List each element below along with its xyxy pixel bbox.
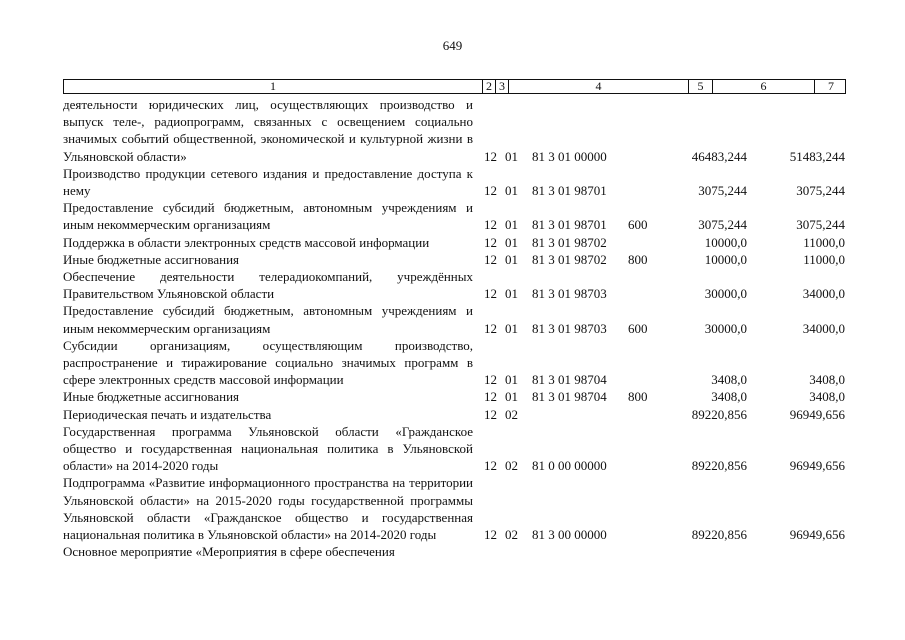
table-row: [63, 268, 846, 302]
amount-year-2: 3408,0: [809, 389, 845, 405]
razdel-code: 12: [484, 527, 497, 543]
razdel-code: 12: [484, 286, 497, 302]
table-row: [63, 388, 846, 405]
razdel-code: 12: [484, 217, 497, 233]
table-row: [63, 251, 846, 268]
podrazdel-code: 01: [505, 217, 518, 233]
table-row: [63, 165, 846, 199]
amount-year-2: 11000,0: [803, 251, 845, 267]
amount-year-2: 34000,0: [802, 286, 845, 302]
podrazdel-code: 01: [505, 372, 518, 388]
amount-year-2: 3075,244: [796, 217, 845, 233]
amount-year-1: 46483,244: [691, 148, 747, 164]
razdel-code: 12: [484, 148, 497, 164]
amount-year-1: 3408,0: [711, 389, 747, 405]
target-article-code: 81 3 01 98704: [532, 372, 607, 388]
amount-year-1: 30000,0: [704, 286, 747, 302]
table-row: [63, 423, 846, 475]
row-name: Иные бюджетные ассигнования: [63, 389, 240, 405]
table-row: [63, 406, 846, 423]
table-body: [63, 96, 846, 560]
amount-year-2: 96949,656: [789, 458, 845, 474]
expense-type-code: 600: [628, 217, 648, 233]
expense-type-code: 800: [628, 389, 648, 405]
row-name: Предоставление субсидий бюджетным, автономным учреждениям и иным некоммерческим организациям: [63, 200, 473, 233]
header-col-3: 3: [496, 80, 509, 93]
amount-year-1: 10000,0: [704, 234, 747, 250]
table-header-row: [63, 79, 846, 94]
amount-year-1: 89220,856: [691, 527, 747, 543]
podrazdel-code: 02: [505, 406, 518, 422]
amount-year-1: 89220,856: [691, 458, 747, 474]
header-col-6: 6: [713, 80, 815, 93]
target-article-code: 81 3 01 98703: [532, 320, 607, 336]
table-row: [63, 302, 846, 336]
target-article-code: 81 3 01 00000: [532, 148, 607, 164]
row-name: Производство продукции сетевого издания и предоставление доступа к нему: [63, 165, 473, 199]
amount-year-2: 3408,0: [809, 372, 845, 388]
row-name: Иные бюджетные ассигнования: [63, 251, 240, 267]
razdel-code: 12: [484, 372, 497, 388]
header-col-5: 5: [689, 80, 713, 93]
table-row: [63, 337, 846, 389]
row-name: Субсидии организациям, осуществляющим производство, распространение и тиражирование социально значимых программ в сфере электронных средств массовой информации: [63, 337, 473, 388]
amount-year-1: 3075,244: [698, 183, 747, 199]
podrazdel-code: 01: [505, 320, 518, 336]
podrazdel-code: 01: [505, 183, 518, 199]
budget-table: [63, 79, 846, 560]
razdel-code: 12: [484, 458, 497, 474]
expense-type-code: 600: [628, 320, 648, 336]
table-row: [63, 96, 846, 165]
razdel-code: 12: [484, 183, 497, 199]
header-col-2: 2: [483, 80, 496, 93]
podrazdel-code: 01: [505, 148, 518, 164]
target-article-code: 81 3 00 00000: [532, 527, 607, 543]
row-name: Подпрограмма «Развитие информационного пространства на территории Ульяновской области» на 2015-2020 годы государственной программы Ульяновской области «Гражданское общество и государственная национальная политика в Ульяновской области» на 2014-2020 годы: [63, 475, 473, 543]
target-article-code: 81 3 01 98702: [532, 251, 607, 267]
header-col-1: 1: [64, 80, 483, 93]
table-row: [63, 234, 846, 251]
amount-year-2: 34000,0: [802, 320, 845, 336]
target-article-code: 81 3 01 98701: [532, 217, 607, 233]
row-name: Предоставление субсидий бюджетным, автономным учреждениям и иным некоммерческим организациям: [63, 303, 473, 336]
row-name: деятельности юридических лиц, осуществляющих производство и выпуск теле-, радиопрограмм, связанных с освещением социально значимых событий общественной, экономической и культурной жизни в Ульяновской области»: [63, 97, 473, 164]
razdel-code: 12: [484, 234, 497, 250]
target-article-code: 81 3 01 98702: [532, 234, 607, 250]
table-row: [63, 199, 846, 233]
header-col-7: 7: [828, 79, 834, 93]
amount-year-2: 11000,0: [803, 234, 845, 250]
target-article-code: 81 3 01 98704: [532, 389, 607, 405]
podrazdel-code: 02: [505, 458, 518, 474]
razdel-code: 12: [484, 320, 497, 336]
podrazdel-code: 01: [505, 251, 518, 267]
razdel-code: 12: [484, 251, 497, 267]
amount-year-2: 96949,656: [789, 406, 845, 422]
table-row: [63, 474, 846, 543]
amount-year-1: 89220,856: [691, 406, 747, 422]
razdel-code: 12: [484, 389, 497, 405]
podrazdel-code: 01: [505, 286, 518, 302]
row-name: Государственная программа Ульяновской области «Гражданское общество и государственная национальная политика в Ульяновской области» на 2014-2020 годы: [63, 423, 473, 474]
row-name: Поддержка в области электронных средств массовой информации: [63, 234, 430, 250]
target-article-code: 81 0 00 00000: [532, 458, 607, 474]
header-col-4: 4: [509, 80, 689, 93]
amount-year-2: 3075,244: [796, 183, 845, 199]
podrazdel-code: 02: [505, 527, 518, 543]
podrazdel-code: 01: [505, 234, 518, 250]
amount-year-2: 51483,244: [789, 148, 845, 164]
amount-year-1: 10000,0: [704, 251, 747, 267]
podrazdel-code: 01: [505, 389, 518, 405]
row-name: Основное мероприятие «Мероприятия в сфере обеспечения: [63, 544, 395, 560]
amount-year-1: 3075,244: [698, 217, 747, 233]
table-row: [63, 543, 846, 560]
row-name: Обеспечение деятельности телерадиокомпаний, учреждённых Правительством Ульяновской области: [63, 269, 473, 302]
amount-year-1: 30000,0: [704, 320, 747, 336]
target-article-code: 81 3 01 98703: [532, 286, 607, 302]
target-article-code: 81 3 01 98701: [532, 183, 607, 199]
page-number: 649: [442, 38, 463, 53]
razdel-code: 12: [484, 406, 497, 422]
expense-type-code: 800: [628, 251, 648, 267]
amount-year-1: 3408,0: [711, 372, 747, 388]
amount-year-2: 96949,656: [789, 527, 845, 543]
row-name: Периодическая печать и издательства: [63, 406, 272, 422]
